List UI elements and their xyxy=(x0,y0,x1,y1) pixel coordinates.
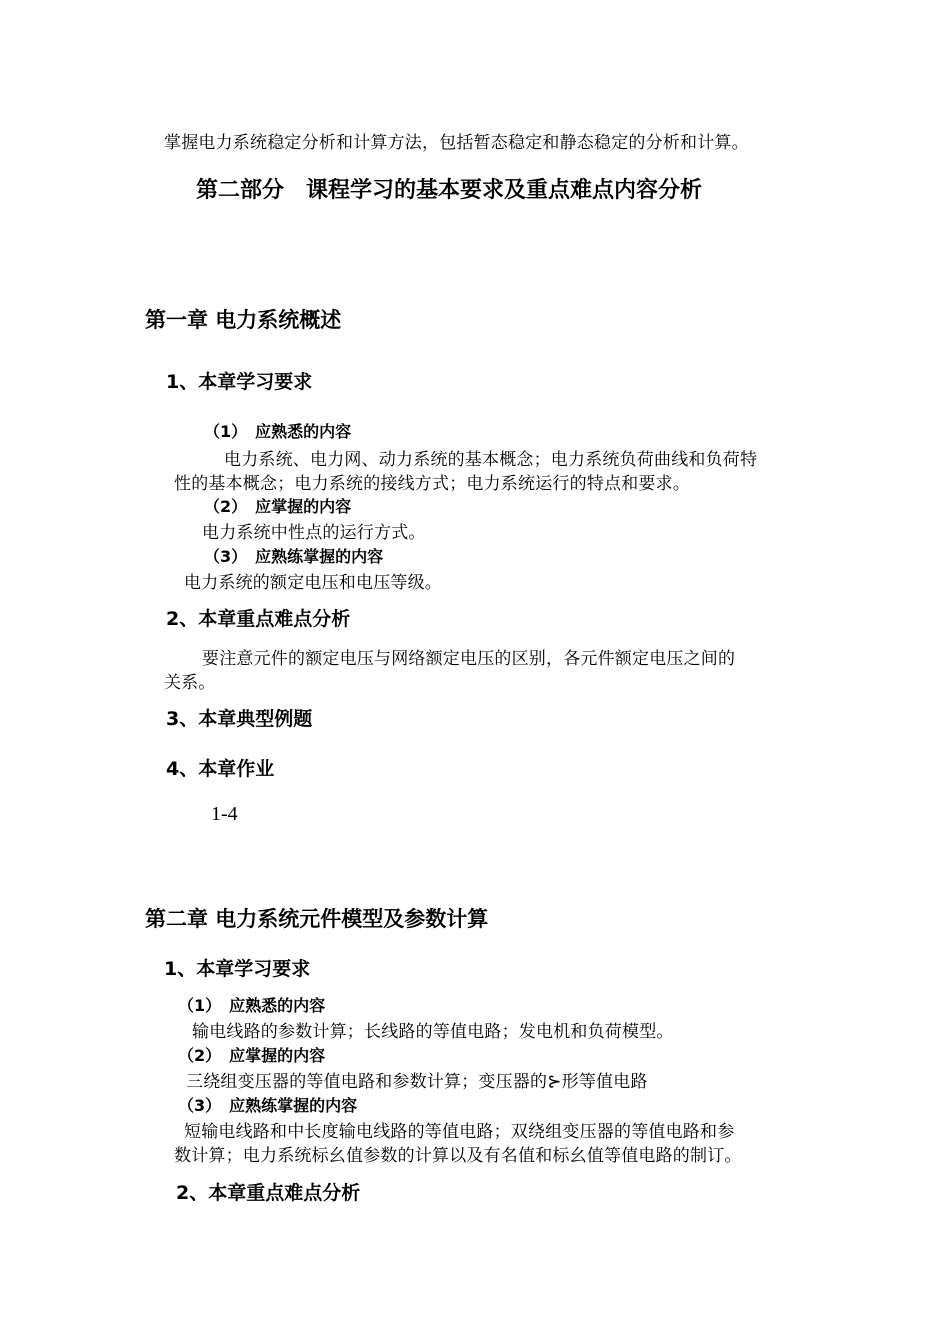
chapter2-sec2-heading: 2、本章重点难点分析 xyxy=(176,1182,361,1204)
chapter1-sub3-line1: 电力系统的额定电压和电压等级。 xyxy=(184,573,442,593)
chapter1-sec1-heading: 1、本章学习要求 xyxy=(166,371,313,393)
chapter2-sub1-label: （1） 应熟悉的内容 xyxy=(178,996,326,1015)
chapter1-sec2-line1: 要注意元件的额定电压与网络额定电压的区别，各元件额定电压之间的 xyxy=(202,649,736,669)
chapter1-sub1-label: （1） 应熟悉的内容 xyxy=(204,422,352,441)
chapter2-sub2-label: （2） 应掌握的内容 xyxy=(178,1046,326,1065)
chapter1-sub3-label: （3） 应熟练掌握的内容 xyxy=(204,547,384,566)
chapter1-sec3-heading: 3、本章典型例题 xyxy=(166,708,313,730)
chapter2-sub2-line1: 三绕组变压器的等值电路和参数计算；变压器的⊱形等值电路 xyxy=(186,1072,648,1092)
chapter1-sub1-line2: 性的基本概念；电力系统的接线方式；电力系统运行的特点和要求。 xyxy=(174,474,690,494)
chapter2-sub3-line1: 短输电线路和中长度输电线路的等值电路；双绕组变压器的等值电路和参 xyxy=(184,1122,735,1142)
chapter2-sec1-heading: 1、本章学习要求 xyxy=(164,958,311,980)
chapter1-sec2-heading: 2、本章重点难点分析 xyxy=(166,608,351,630)
intro-line: 掌握电力系统稳定分析和计算方法，包括暂态稳定和静态稳定的分析和计算。 xyxy=(164,133,749,153)
chapter1-sec4-heading: 4、本章作业 xyxy=(166,758,275,780)
chapter1-sec2-line2: 关系。 xyxy=(164,673,216,693)
chapter2-sub3-line2: 数计算；电力系统标幺值参数的计算以及有名值和标幺值等值电路的制订。 xyxy=(174,1146,742,1166)
chapter2-sub3-label: （3） 应熟练掌握的内容 xyxy=(178,1096,358,1115)
chapter2-title: 第二章 电力系统元件模型及参数计算 xyxy=(145,907,489,931)
chapter1-sub1-line1: 电力系统、电力网、动力系统的基本概念；电力系统负荷曲线和负荷特 xyxy=(224,450,758,470)
chapter1-title: 第一章 电力系统概述 xyxy=(145,308,342,332)
chapter1-sub2-label: （2） 应掌握的内容 xyxy=(204,497,352,516)
chapter1-homework: 1-4 xyxy=(211,803,238,825)
part-title: 第二部分 课程学习的基本要求及重点难点内容分析 xyxy=(196,178,703,203)
chapter1-sub2-line1: 电力系统中性点的运行方式。 xyxy=(202,523,426,543)
chapter2-sub1-line1: 输电线路的参数计算；长线路的等值电路；发电机和负荷模型。 xyxy=(192,1022,674,1042)
